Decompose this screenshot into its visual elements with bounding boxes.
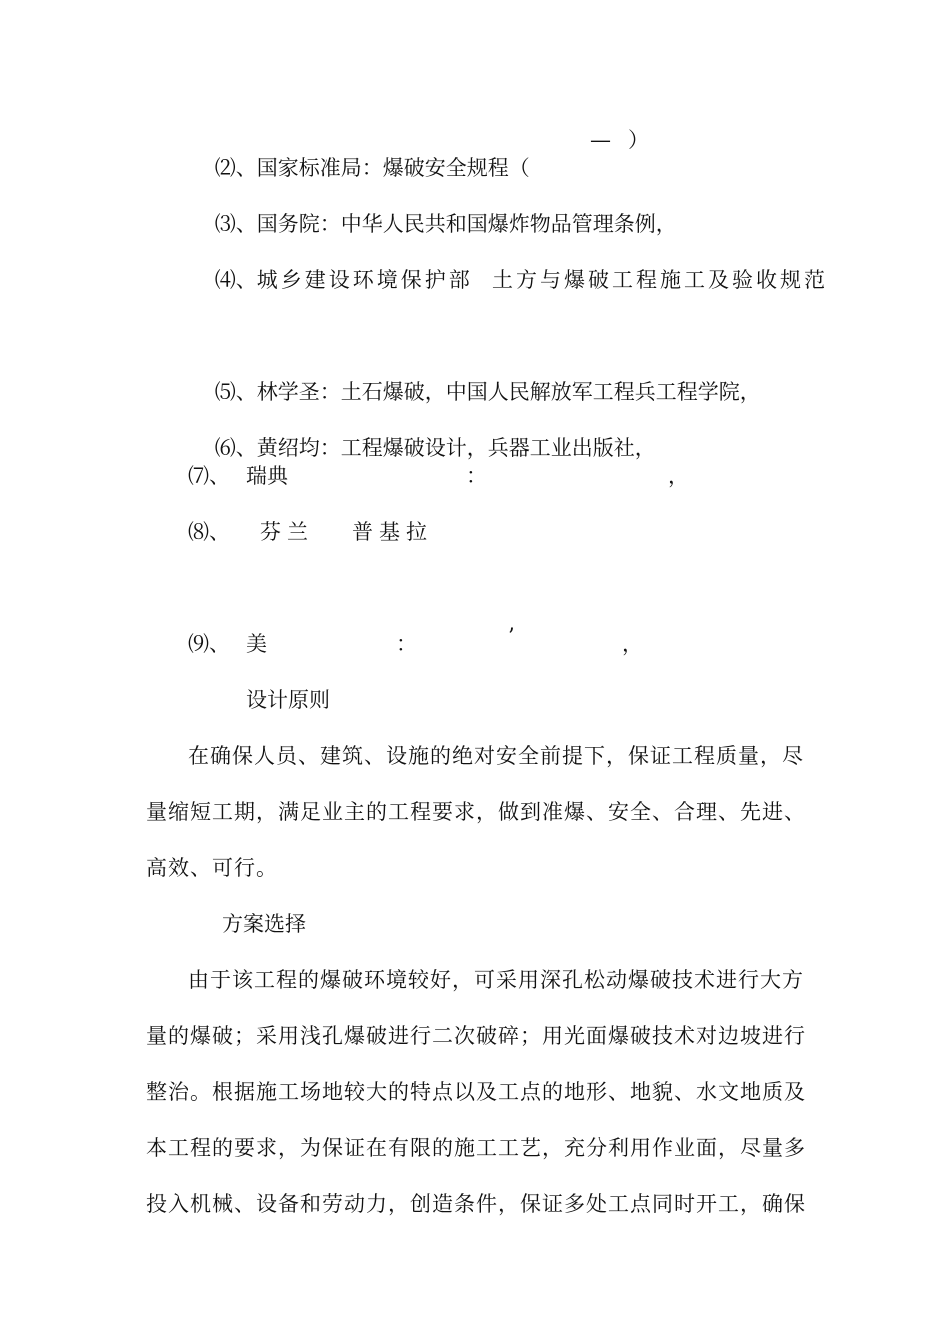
reference-dash: —	[590, 128, 611, 152]
reference-text: 城乡建设环境保护部 土方与爆破工程施工及验收规范	[256, 268, 829, 292]
reference-text: 国务院：中华人民共和国爆炸物品管理条例，	[256, 212, 677, 236]
scheme-paragraph: 由于该工程的爆破环境较好，可采用深孔松动爆破技术进行大方量的爆破；采用浅孔爆破进行二次破碎；用光面爆破技术对边坡进行整治。根据施工场地较大的特点以及工点的地形、地貌、水文地质及本工程的要求，为保证在有限的施工工艺，充分利用作业面，尽量多投入机械、设备和劳动力，创造条件，保证多处工点同时开工，确保	[146, 968, 806, 1216]
reference-item-9-comma: ，	[622, 632, 643, 656]
reference-close-paren: ）	[628, 128, 649, 152]
reference-item-8-text1: 芬兰	[260, 520, 314, 544]
reference-number: ⑷、	[214, 268, 257, 292]
section-heading-scheme: 方案选择	[222, 912, 306, 936]
reference-text: 林学圣：土石爆破，中国人民解放军工程兵工程学院，	[256, 380, 761, 404]
reference-number: ⑵、	[214, 156, 257, 180]
reference-item-8-text2: 普基拉	[352, 520, 433, 544]
reference-number: ⑹、	[214, 436, 257, 460]
design-paragraph: 在确保人员、建筑、设施的绝对安全前提下，保证工程质量，尽量缩短工期，满足业主的工程要求，做到准爆、安全、合理、先进、高效、可行。	[146, 744, 806, 880]
reference-text: 国家标准局：爆破安全规程（	[256, 156, 530, 180]
reference-item-7-text: 瑞典	[246, 464, 288, 488]
reference-item-9-quote: ’	[508, 624, 515, 648]
reference-item-9-colon: ：	[396, 632, 417, 656]
reference-item-7-colon: ：	[466, 464, 487, 488]
reference-item-8-number: ⑻、	[188, 520, 230, 544]
reference-item-7-number: ⑺、	[188, 464, 230, 488]
reference-text: 黄绍均：工程爆破设计，兵器工业出版社，	[256, 436, 656, 460]
section-heading-design: 设计原则	[246, 688, 330, 712]
reference-item-4	[188, 238, 828, 322]
reference-number: ⑸、	[214, 380, 257, 404]
reference-item-9-number: ⑼、	[188, 632, 230, 656]
reference-number: ⑶、	[214, 212, 257, 236]
reference-item-9-text: 美	[246, 632, 267, 656]
reference-item-7-comma: ，	[668, 464, 689, 488]
